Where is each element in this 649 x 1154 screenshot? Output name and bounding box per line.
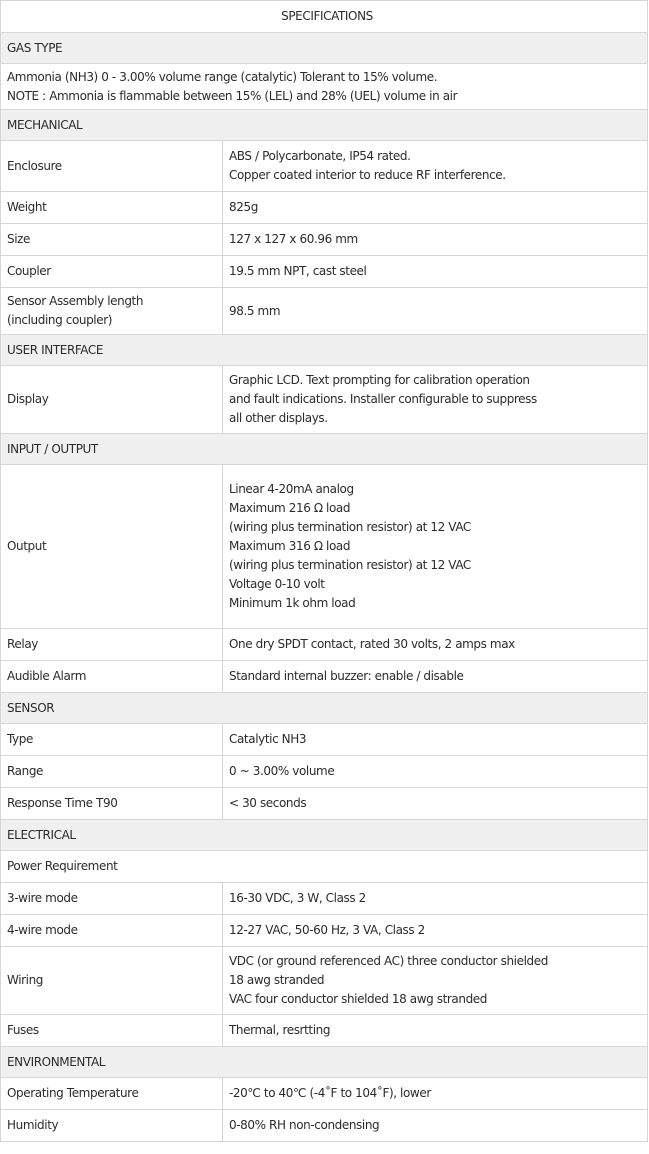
- section-heading: INPUT / OUTPUT: [1, 434, 648, 465]
- row-value: VDC (or ground referenced AC) three conductor shielded 18 awg stranded VAC four conductor shielded 18 awg stranded: [223, 947, 648, 1015]
- section-header-input-output: [1, 434, 648, 465]
- section-heading: GAS TYPE: [1, 33, 648, 64]
- table-row-coupler: [1, 256, 648, 288]
- section-heading: SENSOR: [1, 693, 648, 724]
- row-label: Audible Alarm: [1, 661, 223, 693]
- section-heading: MECHANICAL: [1, 110, 648, 141]
- row-value: 12-27 VAC, 50-60 Hz, 3 VA, Class 2: [223, 915, 648, 947]
- row-label: Size: [1, 224, 223, 256]
- table-row-wiring: [1, 947, 648, 1015]
- table-row-gas-type-note: [1, 64, 648, 110]
- row-value: One dry SPDT contact, rated 30 volts, 2 amps max: [223, 629, 648, 661]
- table-row-output: [1, 465, 648, 629]
- table-row-weight: [1, 192, 648, 224]
- section-header-electrical: [1, 820, 648, 851]
- table-row-4-wire-mode: [1, 915, 648, 947]
- row-value: 0 ~ 3.00% volume: [223, 756, 648, 788]
- table-row-size: [1, 224, 648, 256]
- table-row-power-requirement: [1, 851, 648, 883]
- row-label: Display: [1, 366, 223, 434]
- row-value: 127 x 127 x 60.96 mm: [223, 224, 648, 256]
- section-header-sensor: [1, 693, 648, 724]
- row-value: -20℃ to 40℃ (-4˚F to 104˚F), lower: [223, 1078, 648, 1110]
- row-label: Enclosure: [1, 141, 223, 192]
- row-label: 4-wire mode: [1, 915, 223, 947]
- table-row-enclosure: [1, 141, 648, 192]
- table-row-type: [1, 724, 648, 756]
- section-header-gas-type: [1, 33, 648, 64]
- table-row-3-wire-mode: [1, 883, 648, 915]
- row-value: 19.5 mm NPT, cast steel: [223, 256, 648, 288]
- row-label: Humidity: [1, 1110, 223, 1142]
- row-label: Coupler: [1, 256, 223, 288]
- row-label: Relay: [1, 629, 223, 661]
- table-row-fuses: [1, 1015, 648, 1047]
- row-label: Type: [1, 724, 223, 756]
- section-heading: USER INTERFACE: [1, 335, 648, 366]
- table-row-display: [1, 366, 648, 434]
- row-value: Thermal, resrtting: [223, 1015, 648, 1047]
- row-value: 16-30 VDC, 3 W, Class 2: [223, 883, 648, 915]
- section-header-environmental: [1, 1047, 648, 1078]
- section-header-user-interface: [1, 335, 648, 366]
- table-row-relay: [1, 629, 648, 661]
- section-heading: ENVIRONMENTAL: [1, 1047, 648, 1078]
- section-heading: ELECTRICAL: [1, 820, 648, 851]
- row-value: 98.5 mm: [223, 288, 648, 335]
- row-label: Output: [1, 465, 223, 629]
- table-row-sensor-assembly-length: [1, 288, 648, 335]
- table-row-response-time: [1, 788, 648, 820]
- table-title-row: [1, 1, 648, 33]
- gas-type-description: Ammonia (NH3) 0 - 3.00% volume range (catalytic) Tolerant to 15% volume. NOTE : Ammonia is flammable between 15% (LEL) and 28% (UEL) volume in air: [1, 64, 648, 110]
- row-value: ABS / Polycarbonate, IP54 rated. Copper coated interior to reduce RF interference.: [223, 141, 648, 192]
- row-value: Catalytic NH3: [223, 724, 648, 756]
- power-requirement-label: Power Requirement: [1, 851, 648, 883]
- row-value: Standard internal buzzer: enable / disable: [223, 661, 648, 693]
- table-title: SPECIFICATIONS: [1, 1, 648, 33]
- row-label: Range: [1, 756, 223, 788]
- row-label: Weight: [1, 192, 223, 224]
- section-header-mechanical: [1, 110, 648, 141]
- row-value: Graphic LCD. Text prompting for calibration operation and fault indications. Installer configurable to suppress all other displays.: [223, 366, 648, 434]
- row-value: Linear 4-20mA analog Maximum 216 Ω load (wiring plus termination resistor) at 12 VAC Maximum 316 Ω load (wiring plus termination resistor) at 12 VAC Voltage 0-10 volt Minimum 1k ohm load: [223, 465, 648, 629]
- table-row-operating-temperature: [1, 1078, 648, 1110]
- table-row-audible-alarm: [1, 661, 648, 693]
- row-label: Fuses: [1, 1015, 223, 1047]
- row-value: 825g: [223, 192, 648, 224]
- table-row-humidity: [1, 1110, 648, 1142]
- row-label: Operating Temperature: [1, 1078, 223, 1110]
- row-label: 3-wire mode: [1, 883, 223, 915]
- row-label: Sensor Assembly length (including coupler): [1, 288, 223, 335]
- row-value: 0-80% RH non-condensing: [223, 1110, 648, 1142]
- row-value: < 30 seconds: [223, 788, 648, 820]
- table-row-range: [1, 756, 648, 788]
- row-label: Response Time T90: [1, 788, 223, 820]
- row-label: Wiring: [1, 947, 223, 1015]
